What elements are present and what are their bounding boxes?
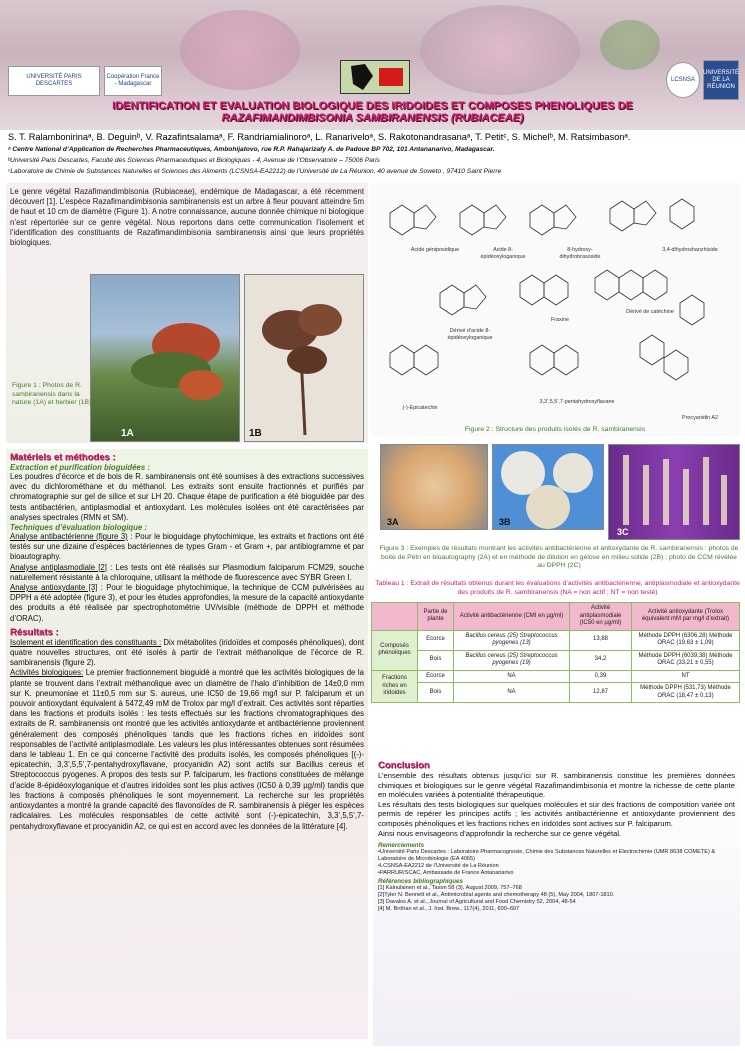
table-cell: Bois [418, 683, 454, 703]
conclusion-heading: Conclusion [378, 760, 430, 771]
table-header-cell [372, 603, 418, 631]
table-cell: Méthode DPPH (6039,38) Méthode ORAC (33,21 ± 0,55) [632, 650, 740, 670]
table-cell: NT [632, 670, 740, 683]
cooperation-logo [104, 66, 162, 96]
madagascar-map-icon [343, 62, 407, 92]
reference-item: [3] Davalos A. et al., Journal of Agricultural and Food Chemistry 52, 2004, 48-54 [378, 898, 576, 905]
photo-label-1a: 1A [121, 428, 134, 439]
tlc-bands-image [609, 445, 740, 540]
antibacterial-label: Analyse antibactérienne (figure 3) [10, 532, 128, 542]
table-group-label: Composés phénoliques [372, 630, 418, 670]
table-group-label: Fractions riches en iridoides [372, 670, 418, 703]
molecule-label: 3,4-dihydroshanzhiside [662, 247, 718, 253]
photo-nature-1a [90, 274, 240, 442]
molecule-label: 3,3’,5,5’,7-pentahydroxyflavane [539, 399, 615, 405]
photo-label-3b: 3B [499, 517, 511, 527]
isolation-text: Dix métabolites (iridoïdes et composés phénoliques), dont quatre nouvelles structures, ont été isolés à partir de l’extrait méthanolique de l’écorce de R. sambiranensis (figure 2). [10, 637, 364, 668]
table-cell: NA [454, 670, 570, 683]
herbarium-specimen-image [245, 275, 364, 442]
authors: S. T. Ralambonirinaᵃ, B. Deguinᵇ, V. Razafintsalamaᵃ, F. Randriamialinoroᵃ, L. Ranariveloᵃ, S. Rakotonandrasanaᵃ, T. Petitᶜ, S. Michelᵇ, M. Ratsimbasonᵃ. [8, 132, 631, 142]
table-cell: 34,2 [570, 650, 632, 670]
affiliation-a: ᵃ Centre National d’Application de Recherches Pharmaceutiques, Ambohijatovo, rue R.P. Rahajarizafy A. de Padoue BP 702, 101 Antananarivo, Madagascar. [8, 146, 495, 153]
header-leaf-image [600, 20, 660, 70]
table-header-cell: Activité antiplasmodiale (IC50 en µg/ml) [570, 603, 632, 631]
conclusion-paragraph-1: L’ensemble des résultats obtenus jusqu’ici sur R. sambiranensis constitue les premières données chimiques et biologiques sur le genre végétal Razafimandimbisonia et montre la richesse de cette plante en molécules variées à potentialité thérapeutique. [378, 771, 735, 800]
table-header-cell: Partie de plante [418, 603, 454, 631]
table-header-cell: Activité antibactérienne (CMI en µg/ml) [454, 603, 570, 631]
molecule-label: 8-hydroxy-dihydrobrasoside [559, 247, 601, 260]
title-line-1: IDENTIFICATION ET EVALUATION BIOLOGIQUE DES IRIDOIDES ET COMPOSES PHENOLIQUES DE [112, 100, 633, 112]
molecule-label: Procyanidin A2 [682, 415, 718, 421]
figure3-photos [380, 444, 740, 544]
table-row [372, 650, 740, 670]
header-flower-image [420, 5, 580, 95]
conclusion-panel [373, 758, 740, 1046]
table-cell: 0,39 [570, 670, 632, 683]
antioxidant-label: Analyse antioxydante [3] [10, 583, 98, 593]
table-cell: Méthode DPPH (6306,28) Méthode ORAC (19,63 ± 1,09) [632, 630, 740, 650]
table-cell: NA [454, 683, 570, 703]
methods-subheading-techniques: Techniques d’évaluation biologique : [10, 523, 148, 533]
affiliation-b: ᵇUniversité Paris Descartes, Faculté des Sciences Pharmaceutiques et Biologiques - 4, Avenue de l’Observatoire – 75006 Paris [8, 157, 380, 164]
table-row [372, 670, 740, 683]
photo-label-1b: 1B [249, 428, 262, 439]
table-cell: 12,87 [570, 683, 632, 703]
table1-caption: Tableau 1 : Extrait de résultats obtenus durant les évaluations d’activités antibactérienne, antiplasmodiale et antioxydante des produits de R. sambiranensis (NA = non actif ; NT = non testé) [375, 580, 740, 596]
reference-item: [4] M. Bröhan et al., J. Inst. Brew., 117(4), 2011, 600–607 [378, 905, 520, 912]
molecule-label: Acide 8-épidéoxyloganique [480, 247, 526, 260]
logo-text: Coopération France - Madagascar [106, 74, 160, 87]
antioxidant-text: : Pour le bioguidage phytochimique, la technique de CCM pulvérisées au DPPH a été adoptée (figure 3), et pour les études approfondies, la mesure de la capacité antioxydante des produits a été réalisée par spectrophotométrie UV/visible (méthode de DPPH et méthode d’ORAC). [10, 583, 364, 623]
conclusion-paragraph-3: Ainsi nous envisageons d’approfondir la recherche sur ce genre végétal. [378, 828, 622, 838]
results-heading: Résultats : [10, 626, 59, 638]
molecule-label: Dérivé de catéchine [626, 309, 674, 315]
antiplasmodial-text: : Les tests ont été réalisés sur Plasmodium falciparum FCM29, souche naturellement résistante à la chloroquine, utilisant la méthode de fluorescence avec SYBR Green I. [10, 562, 364, 582]
antibacterial-text: : Pour le bioguidage phytochimique, les extraits et fractions ont été testés sur une dizaine d’espèces bactériennes de types Gram - et Gram +, par antibiogramme et par bioautography. [10, 532, 364, 562]
table-cell: Ecorce [418, 630, 454, 650]
lcsnsa-logo [666, 62, 700, 98]
figure3-caption: Figure 3 : Exemples de résultats montrant les activités antibactérienne et antioxydante de R. sambiranensis : photos de boite de Pétri en bioautography (2A) et en méthode de dilution en gélose en milieu solide (2B) ; photo de CCM révélée au DPPH (2C) [379, 545, 739, 569]
table-cell: Ecorce [418, 670, 454, 683]
tlc-plate-photo-3c [608, 444, 740, 540]
logo-text: UNIVERSITÉ PARIS DESCARTES [26, 74, 82, 87]
univ-paris-descartes-logo [8, 66, 100, 96]
results-table [371, 602, 740, 703]
antiplasmodial-label: Analyse antiplasmodiale [2] [10, 562, 107, 572]
methods-results-panel [6, 449, 368, 1039]
cnarp-logo [340, 60, 410, 94]
tree-flower-image [91, 275, 240, 442]
acknowledgements-heading: Remerciements [378, 842, 425, 850]
table-cell: Bois [418, 650, 454, 670]
title-line-2: RAZAFIMANDIMBISONIA SAMBIRANENSIS (RUBIACEAE) [221, 112, 524, 124]
methods-extraction-text: Les poudres d’écorce et de bois de R. sambiranensis ont été soumises à des extractions successives avec du dichlorométhane et du méthanol. Les extraits sont ensuite fractionnés et purifiés par chromatographie sur gel de silice et sur LH 20. Chaque étape de purification a été bioguidée par des tests antibactérien, antiplasmodial et antioxydant. Les molécules isolées ont été caractérisées par analyses spectrales (RMN et SM). [10, 472, 364, 522]
references-heading: Références bibliographiques [378, 877, 463, 885]
logo-text: UNIVERSITÉ DE LA RÉUNION [703, 69, 740, 90]
acknowledgement-item: •PARRUR/SCAC, Ambassade de France Antananarivo [378, 870, 514, 877]
acknowledgement-item: •Université Paris Descartes : Laboratoire Pharmacognosie, Chimie des Substances Naturelles et Electrochimie (UMR 8638 COMETE) & Laboratoire de Microbiologie (EA 4065) [378, 849, 716, 863]
poster-title [20, 100, 725, 124]
affiliation-c: ᶜLaboratoire de Chimie de Substances Naturelles et Sciences des Aliments (LCSNSA-EA2212) de l’Université de La Réunion, 40 avenue de Soweto , 97410 Saint Pierre [8, 168, 502, 175]
table-row [372, 630, 740, 650]
introduction-text: Le genre végétal Razafimandimbisonia (Rubiaceae), endémique de Madagascar, a été récemment découvert [1]. L’espèce Razafimandimbisonia sambiranensis est un arbre à fleur pouvant atteindre 5m de haut et 10 cm de diamètre (Figure 1). A notre connaissance, aucune donnée chimique ni biologique n’est répertoriée sur ce genre végétal. Nous reportons dans cette communication l’isolement et l’identification des constituants de Razafimandimbisonia sambiranensis ainsi que leurs propriétés biologiques. [10, 187, 364, 248]
molecule-label: Acide géniposidique [410, 247, 460, 253]
molecule-label: Dérivé d’acide 8-épidéoxyloganique [447, 328, 493, 341]
table-cell: Bacillus cereus (25) Streptococcus pyogenes (13) [454, 630, 570, 650]
acknowledgement-item: •LCSNSA-EA2212 de l’Université de La Réunion [378, 863, 499, 870]
figure2-structures [370, 183, 740, 436]
table-header-cell: Activité antioxydante (Trolox équivalent mM par mg/l d’extrait) [632, 603, 740, 631]
photo-herbarium-1b [244, 274, 364, 442]
table-cell: Méthode DPPH (531,73) Méthode ORAC (18,47 ± 0,13) [632, 683, 740, 703]
logo-text: LCSNSA [670, 76, 695, 83]
conclusion-paragraph-2: Les résultats des tests biologiques sur quelques molécules et sur des fractions de composition variée ont permis de repérer les principes actifs ; les activités antibactérienne et antioxydante proviennent des composés phénoliques et les fractions riches en iridoïdes sont actives sur P. falciparum. [378, 799, 735, 828]
table-row [372, 683, 740, 703]
molecular-structures-diagram [370, 183, 740, 423]
petri-dish-photo-3a [380, 444, 488, 530]
petri-dish-photo-3b [492, 444, 604, 530]
header-flower-image [180, 10, 300, 90]
reference-item: [1] Kainulainen et al., Taxon 58 (3), August 2009, 757–768 [378, 884, 522, 891]
photo-label-3a: 3A [387, 517, 399, 527]
univ-reunion-logo [703, 60, 739, 100]
figure1-caption: Figure 1 : Photos de R. sambiranensis dans la nature (1A) et herbier (1B) [12, 382, 92, 406]
table-cell: 13,88 [570, 630, 632, 650]
photo-label-3c: 3C [617, 527, 629, 537]
molecule-label: Fraxine [551, 317, 569, 323]
methods-heading: Matériels et méthodes : [10, 452, 116, 463]
table-cell: Bacillus cereus (25) Streptococcus pyogenes (19) [454, 650, 570, 670]
figure2-caption: Figure 2 : Structure des produits isolés de R. sambiranensis [464, 426, 646, 433]
isolation-label: Isolement et identification des constituants : [10, 637, 162, 647]
biological-activities-label: Activités biologiques: [10, 668, 84, 678]
molecule-label: (-)-Epicatechin [402, 405, 438, 411]
biological-activities-text: Le premier fractionnement bioguidé a montré que les activités biologiques de la plante se trouvent dans l’extrait méthanolique avec un diamètre de l’halo d’inhibition de 14±0,0 mm sur K. pneumoniae et 11±0,5 mm sur S. aureus, une IC50 de 19,66 mg/l sur P. falciparum et un pouvoir antioxydant équivalent à 5472,49 mM de Trolox par mg/l d’extrait. Ces activités sont réparties dans les fractions et produits isolés : les tests effectués sur les fractions chromatographiques des extraits de R. sambiranensis ont montré que les activités antioxydante et antibactérienne proviennent généralement des composés phénoliques tandis que les fractions riches en iridoïdes sont responsables de l’activité antiplasmodiale. Les valeurs les plus intéressantes obtenues sont résumées dans le tableau 1. En ce qui concerne l’activité des produits isolés, les composés phénoliques [(-)-epicatechin, 3,3’,5,5’,7-pentahydroxyflavane, procyanidin A2) sont actifs sur Bacillus cereus et Streptococcus pyogenes. A propos des tests sur P. falciparum, les fractions constituées de mélange d’acide 8-épidéoxyloganique et d’autres iridoïdes sont les plus actives (IC50 à 0,39 µg/ml) tandis que les fractions à composés phénoliques le sont moyennement. La recherche sur les propriétés antioxydantes a montré la grande capacité des flavonoïdes de R. sambiranensis à piéger les espèces radicalaires. Les molécules responsables de cette activité sont (-)-epicatechin, 3,3’,5,5’,7-pentahydroxyflavane et procyanidin A2, ce qui est en accord avec les données de la littérature [4]. [10, 668, 364, 831]
reference-item: [2]Tyler N. Bennett et al., Antimicrobial agents and chemotherapy 48 (5), May 2004, 1807-1810. [378, 891, 615, 898]
methods-subheading-extraction: Extraction et purification bioguidées : [10, 463, 150, 472]
